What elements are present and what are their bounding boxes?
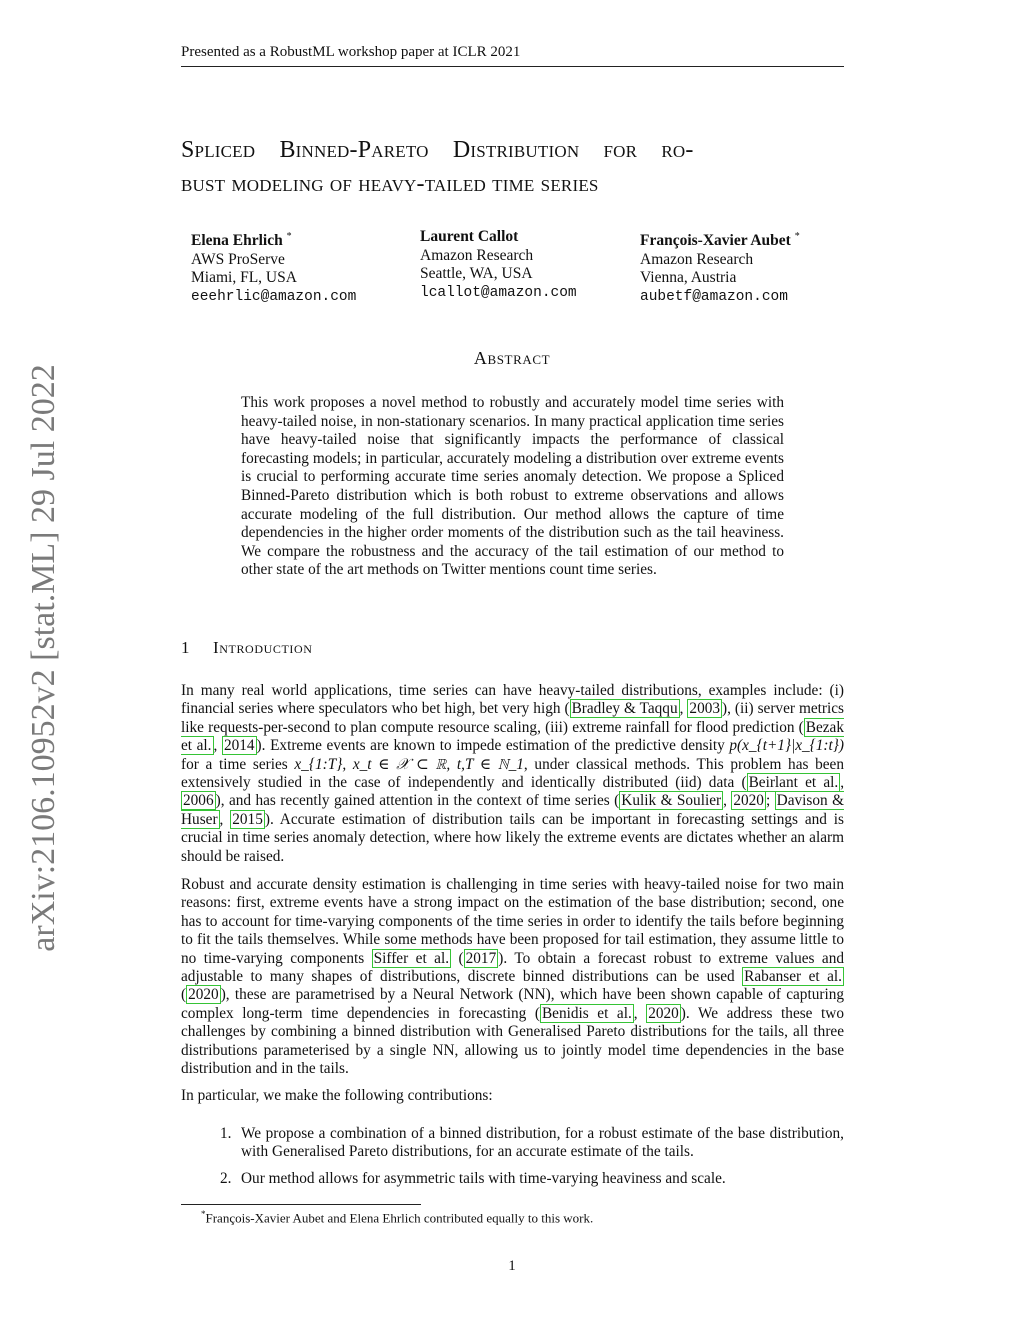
title-word: Binned-Pareto xyxy=(279,137,429,163)
citation-link[interactable]: 2014 xyxy=(223,737,255,755)
author-footnote-mark: * xyxy=(794,231,800,242)
author-affiliation: AWS ProServe xyxy=(191,250,285,268)
author-block xyxy=(191,228,356,306)
section-title: Introduction xyxy=(213,638,313,657)
author-name: Laurent Callot xyxy=(420,228,519,245)
citation-link[interactable]: 2015 xyxy=(232,810,263,828)
text: ; xyxy=(765,792,775,810)
page-number: 1 xyxy=(508,1258,516,1274)
citation-link[interactable]: Benidis et al. xyxy=(541,1004,632,1022)
citation-link[interactable]: 2003 xyxy=(689,700,721,718)
arxiv-stamp[interactable]: arXiv:2106.10952v2 [stat.ML] 29 Jul 2022 xyxy=(25,364,62,952)
title-word: for xyxy=(603,137,638,163)
item-text: Our method allows for asymmetric tails with time-varying heaviness and scale. xyxy=(241,1170,726,1187)
citation-link[interactable]: 2020 xyxy=(188,986,219,1004)
author-email[interactable]: aubetf@amazon.com xyxy=(640,288,788,305)
intro-paragraph-2 xyxy=(181,876,844,1078)
author-location: Miami, FL, USA xyxy=(191,269,297,287)
footnote-mark: * xyxy=(201,1209,206,1219)
citation-link[interactable]: Beirlant et al. xyxy=(748,774,839,792)
text: , under classical methods. This problem has been extensively studied in the case of independently and identically distributed (iid) data ( xyxy=(181,755,844,792)
item-number: 1. xyxy=(220,1125,232,1142)
citation-link[interactable]: Davison & Huser xyxy=(181,792,844,828)
author-location: Seattle, WA, USA xyxy=(420,265,533,282)
intro-paragraph-1 xyxy=(181,682,844,866)
text: , xyxy=(840,774,845,792)
section-number: 1 xyxy=(181,638,191,657)
running-header: Presented as a RobustML workshop paper at ICLR 2021 xyxy=(181,44,521,60)
math-series: x_{1:T}, x_t ∈ 𝒳 ⊂ ℝ, t,T ∈ ℕ_1 xyxy=(294,755,524,773)
author-block xyxy=(420,228,577,302)
abstract-heading: Abstract xyxy=(473,348,551,368)
title-line-2: bust modeling of heavy-tailed time series xyxy=(181,171,599,197)
author-email[interactable]: eeehrlic@amazon.com xyxy=(191,288,357,305)
abstract-body: This work proposes a novel method to robustly and accurately model time series with heavy-tailed noise, in non-stationary scenarios. In many practical application time series have heavy-tailed noise that significantly impacts the performance of classical forecasting models; in particular, accurately modeling a distribution over extreme events is crucial to performing accurate time series anomaly detection. We propose a Spliced Binned-Pareto distribution which is both robust to extreme observations and allows accurate modeling of the full distribution. Our method allows the capture of time dependencies in the higher order moments of the distribution such as the tail heaviness. We compare the robustness and the accuracy of the tail estimation of our method to other state of the art methods on Twitter mentions count time series. xyxy=(241,394,784,579)
author-affiliation: Amazon Research xyxy=(640,250,754,268)
contribution-item xyxy=(215,1170,844,1188)
title-word: Spliced xyxy=(181,137,256,163)
footnote xyxy=(201,1209,593,1226)
author-block xyxy=(640,228,800,306)
text: ). To obtain a forecast robust to extreme values and adjustable to many shapes of distributions, discrete binned distributions can be used xyxy=(181,949,845,986)
item-number: 2. xyxy=(220,1170,232,1187)
text: ), these are parametrised by a Neural Network (NN), which have been shown capable of capturing complex long-term time dependencies in forecasting ( xyxy=(181,986,844,1022)
text: ( xyxy=(451,949,464,967)
title-word: Distribution xyxy=(452,137,580,163)
author-name: François-Xavier Aubet xyxy=(640,232,791,250)
contribution-item xyxy=(215,1125,844,1162)
text: ). Extreme events are known to impede estimation of the predictive density xyxy=(256,737,730,755)
citation-link[interactable]: 2006 xyxy=(183,792,214,810)
citation-link[interactable]: Bradley & Taqqu xyxy=(571,700,678,718)
author-email[interactable]: lcallot@amazon.com xyxy=(420,284,577,301)
text: , xyxy=(219,810,231,828)
author-affiliation: Amazon Research xyxy=(420,246,534,264)
footnote-rule xyxy=(181,1204,421,1205)
header-rule xyxy=(181,66,844,67)
intro-paragraph-3: In particular, we make the following contributions: xyxy=(181,1087,493,1104)
text: ( xyxy=(181,986,187,1004)
citation-link[interactable]: Siffer et al. xyxy=(373,949,450,967)
text: ), (ii) server metrics like requests-per-second to plan compute resource scaling, (iii) extreme rainfall for flood prediction ( xyxy=(181,700,844,736)
text: , xyxy=(723,792,732,810)
section-heading xyxy=(181,638,313,658)
citation-link[interactable]: 2020 xyxy=(648,1004,679,1022)
author-name: Elena Ehrlich xyxy=(191,232,283,250)
title-word: ro- xyxy=(661,137,694,163)
item-text: We propose a combination of a binned distribution, for a robust estimate of the base distribution, with Generalised Pareto distributions, for an accurate estimate of the tails. xyxy=(241,1125,844,1161)
citation-link[interactable]: Bezak et al. xyxy=(181,718,844,755)
text: ). Accurate estimation of distribution tails can be important in forecasting settings and is crucial in time series anomaly detection, where how likely the extreme events are dictates whether an alarm should be raised. xyxy=(181,810,844,865)
paper-title xyxy=(181,133,844,201)
text: ), and has recently gained attention in the context of time series ( xyxy=(215,792,620,810)
text: for a time series xyxy=(181,755,295,773)
text: , xyxy=(213,737,222,755)
author-location: Vienna, Austria xyxy=(640,269,737,287)
text: ). We address these two challenges by combining a binned distribution with Generalised Pareto distributions for the tails, all three distributions parameterised by a single NN, allowing us to jointly model time dependencies in the base distribution and in the tails. xyxy=(181,1004,844,1078)
text: , xyxy=(679,700,688,718)
citation-link[interactable]: Kulik & Soulier xyxy=(621,792,722,810)
text: , xyxy=(633,1004,647,1022)
citation-link[interactable]: Rabanser et al. xyxy=(744,968,842,986)
text: Robust and accurate density estimation is challenging in time series with heavy-tailed noise for two main reasons: first, extreme events have a strong impact on the estimation of the base distribution; second, one has to account for time-varying components of the time series in order to identify the tails before beginning to fit the tails themselves. While some methods have been proposed for tail estimation, they assume little to no time-varying components xyxy=(181,876,844,967)
citation-link[interactable]: 2017 xyxy=(465,949,497,967)
text: In many real world applications, time series can have heavy-tailed distributions, examples include: (i) financial series where speculators who bet high, bet very high ( xyxy=(181,682,844,718)
footnote-text: François-Xavier Aubet and Elena Ehrlich contributed equally to this work. xyxy=(205,1210,594,1226)
author-footnote-mark: * xyxy=(286,231,292,242)
citation-link[interactable]: 2020 xyxy=(733,792,764,810)
math-density: p(x_{t+1}|x_{1:t}) xyxy=(729,737,844,755)
